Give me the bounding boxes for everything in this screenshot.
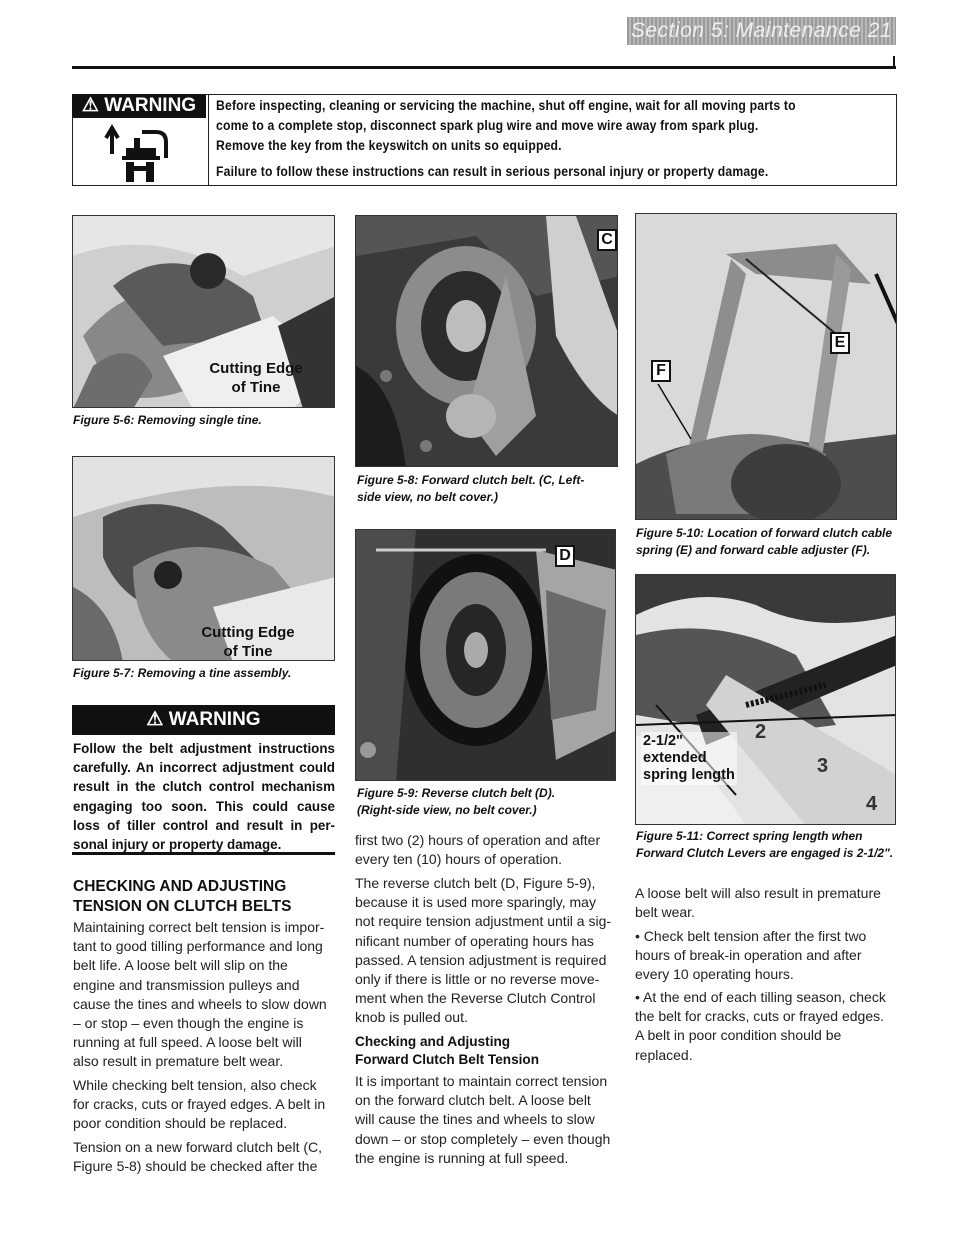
text-line: nificant number of operating hours has	[355, 932, 594, 949]
figure-5-10-caption-line: spring (E) and forward cable adjuster (F).	[636, 543, 871, 557]
figure-5-8-photo	[355, 215, 618, 467]
ruler-mark-4: 4	[866, 793, 878, 815]
col3-paragraph-1	[635, 884, 897, 922]
text-line: belt life. A loose belt will slip on the	[73, 957, 288, 974]
text-line: • At the end of each tilling season, check	[635, 989, 886, 1005]
figure-5-9-caption-line: Figure 5-9: Reverse clutch belt (D).	[357, 786, 556, 800]
text-line: Tension on a new forward clutch belt (C,	[73, 1139, 323, 1155]
text-line: only if there is little or no reverse move-	[355, 971, 600, 988]
text-line: every ten (10) hours of operation.	[355, 851, 563, 868]
figure-5-7-photo	[72, 456, 335, 661]
figure-5-10-caption-line: Figure 5-10: Location of forward clutch cable	[636, 526, 893, 540]
text-line: replaced.	[635, 1046, 693, 1063]
text-line: engine and transmission pulleys and	[73, 976, 300, 993]
figure-5-6-label: Cutting Edge	[209, 360, 303, 377]
ruler-mark-2: 2	[755, 721, 767, 743]
figure-5-6-label: of Tine	[231, 379, 281, 396]
col2-paragraph-3	[355, 1072, 625, 1168]
warning-badge-label: WARNING	[168, 709, 261, 730]
text-line: A belt in poor condition should be	[635, 1027, 842, 1044]
figure-5-8-tag-c: C	[597, 229, 617, 251]
warning-text-line: Before inspecting, cleaning or servicing the machine, shut off engine, wait for all moving parts to	[216, 98, 796, 114]
warning-mid-line: Follow the belt adjustment instructions	[73, 741, 335, 756]
figure-5-9-photo	[355, 529, 616, 781]
header-rule	[72, 66, 896, 69]
figure-5-10-tag-e: E	[830, 332, 850, 354]
text-line: running at full speed. A loose belt will	[73, 1034, 302, 1051]
text-line: for cracks, cuts or frayed edges. A belt in	[73, 1096, 326, 1113]
col1-paragraph-1	[73, 918, 343, 1072]
figure-5-8-caption-line: Figure 5-8: Forward clutch belt. (C, Left-	[357, 473, 585, 487]
warning-text-line: Remove the key from the keyswitch on units so equipped.	[216, 138, 562, 154]
figure-5-11-caption-line: Figure 5-11: Correct spring length when	[636, 829, 863, 843]
warning-mid-line: carefully. An incorrect adjustment could	[73, 760, 335, 776]
figure-5-9-tag-d: D	[555, 545, 575, 567]
text-line: knob is pulled out.	[355, 1009, 468, 1026]
subsection-heading: Forward Clutch Belt Tension	[355, 1052, 540, 1067]
text-line: on the forward clutch belt. A loose belt	[355, 1092, 591, 1109]
figure-5-8-caption-line: side view, no belt cover.)	[357, 490, 498, 504]
text-line: because it is used more sparingly, may	[355, 894, 596, 911]
subsection-heading: Checking and Adjusting	[355, 1034, 511, 1049]
warning-mid-rule	[72, 852, 335, 855]
text-line: – or stop – even though the engine is	[73, 1015, 304, 1032]
figure-5-10-photo	[635, 213, 897, 520]
figure-5-11-caption-line: Forward Clutch Levers are engaged is 2-1/2".	[636, 846, 894, 860]
warning-text-line: come to a complete stop, disconnect spark plug wire and move wire away from spark plug.	[216, 118, 759, 134]
figure-5-11-label: 2-1/2"	[643, 733, 683, 749]
text-line: belt wear.	[635, 904, 695, 921]
text-line: hours of break-in operation and after	[635, 947, 862, 964]
figure-5-9-caption-line: (Right-side view, no belt cover.)	[357, 803, 537, 817]
figure-5-7-label: Cutting Edge	[201, 624, 295, 641]
text-line: poor condition should be replaced.	[73, 1115, 288, 1132]
text-line: will cause the tines and wheels to slow	[355, 1111, 595, 1128]
warning-triangle-icon: ⚠	[146, 709, 164, 730]
text-line: The reverse clutch belt (D, Figure 5-9),	[355, 875, 596, 891]
text-line: tant to good tilling performance and long	[73, 938, 323, 955]
unplug-spark-plug-icon	[104, 124, 176, 182]
warning-text-line: Failure to follow these instructions can result in serious personal injury or property damage.	[216, 164, 769, 180]
col2-paragraph-2	[355, 874, 625, 1028]
warning-mid-line: loss of tiller control and result in per-	[73, 817, 335, 833]
text-line: Figure 5-8) should be checked after the	[73, 1158, 318, 1175]
text-line: A loose belt will also result in premature	[635, 885, 881, 901]
warning-separator	[208, 94, 209, 186]
figure-5-6-caption: Figure 5-6: Removing single tine.	[73, 413, 262, 427]
text-line: cause the tines and wheels to slow down	[73, 995, 327, 1012]
section-banner: Section 5: Maintenance 21	[627, 17, 896, 45]
text-line: While checking belt tension, also check	[73, 1077, 317, 1093]
figure-5-7-caption: Figure 5-7: Removing a tine assembly.	[73, 666, 292, 680]
text-line: down – or stop completely – even though	[355, 1130, 611, 1147]
text-line: Maintaining correct belt tension is impor-	[73, 919, 325, 935]
warning-mid-text	[73, 739, 335, 854]
text-line: first two (2) hours of operation and after	[355, 832, 601, 848]
col1-paragraph-2	[73, 1076, 343, 1134]
figure-5-11-photo	[635, 574, 896, 825]
ruler-mark-3: 3	[817, 755, 829, 777]
text-line: ment when the Reverse Clutch Control	[355, 990, 596, 1007]
text-line: • Check belt tension after the first two	[635, 928, 867, 944]
header-tick	[893, 56, 895, 68]
warning-badge-mid	[72, 705, 335, 735]
text-line: passed. A tension adjustment is required	[355, 951, 607, 968]
figure-5-11-label: spring length	[643, 767, 735, 783]
figure-5-11-label: extended	[643, 750, 707, 766]
warning-mid-line: engaging too soon. This could cause	[73, 798, 335, 814]
warning-badge	[72, 94, 206, 118]
col3-bullet-2	[635, 988, 897, 1065]
col3-bullet-1	[635, 927, 897, 985]
figure-5-10-tag-f: F	[651, 360, 671, 382]
figure-5-6-photo	[72, 215, 335, 408]
text-line: the engine is running at full speed.	[355, 1149, 569, 1166]
warning-badge-label: WARNING	[104, 95, 197, 116]
text-line: It is important to maintain correct tension	[355, 1073, 608, 1089]
text-line: not require tension adjustment until a sig-	[355, 913, 612, 930]
warning-triangle-icon: ⚠	[81, 95, 99, 116]
section-heading: CHECKING AND ADJUSTING	[73, 878, 287, 895]
section-heading: TENSION ON CLUTCH BELTS	[73, 898, 292, 915]
text-line: also result in premature belt wear.	[73, 1053, 284, 1070]
col1-paragraph-3	[73, 1138, 343, 1176]
text-line: every 10 operating hours.	[635, 966, 794, 983]
warning-mid-line: result in the clutch control mechanism	[73, 779, 335, 795]
text-line: the belt for cracks, cuts or frayed edges.	[635, 1008, 885, 1025]
col2-paragraph-1	[355, 831, 625, 869]
figure-5-7-label: of Tine	[223, 643, 273, 660]
warning-mid-line: sonal injury or property damage.	[73, 837, 282, 853]
